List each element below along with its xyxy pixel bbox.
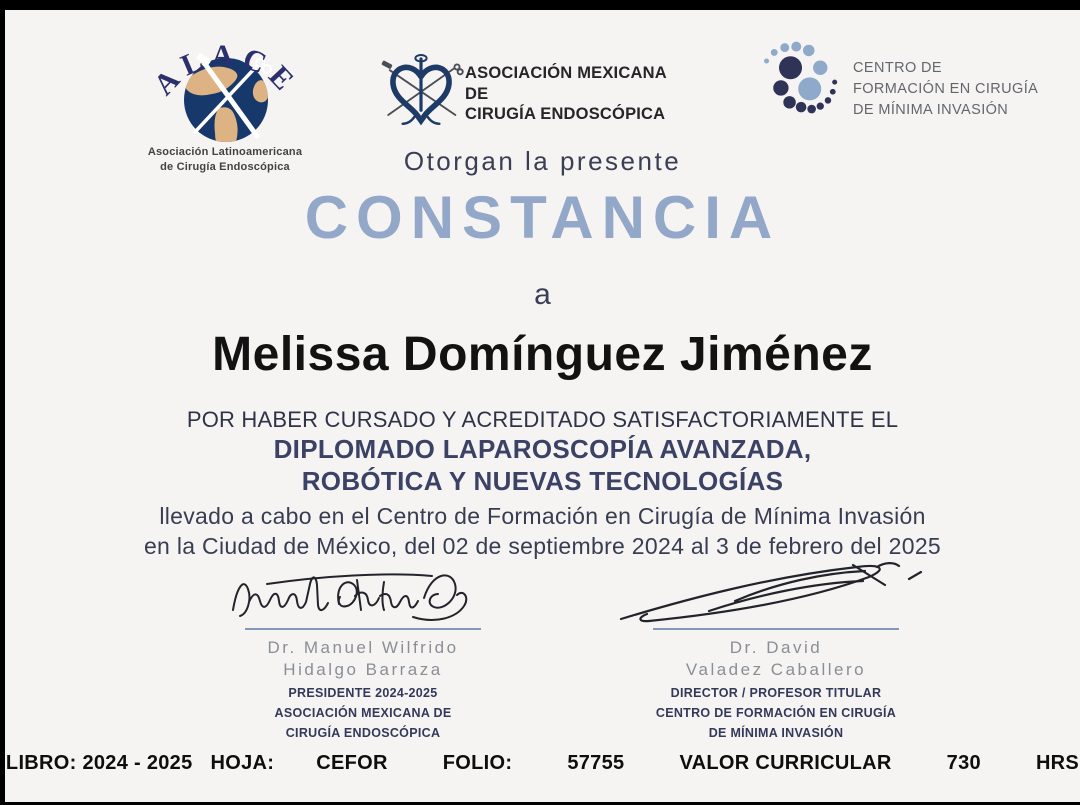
preposition-a: a — [534, 278, 551, 311]
valor-curricular-unit: HRS — [1035, 752, 1080, 774]
cefor-name — [853, 58, 1043, 121]
alace-globe-logo — [143, 18, 308, 148]
course-title-line1: DIPLOMADO LAPAROSCOPÍA AVANZADA, — [273, 434, 812, 464]
amce-name — [465, 63, 685, 125]
hoja-value: CEFOR — [316, 752, 388, 774]
signature-left — [227, 558, 485, 630]
signatory-right-title — [631, 683, 921, 743]
signatory-right-name-line2: Valadez Caballero — [685, 660, 867, 680]
signatory-left-title-line2: ASOCIACIÓN MEXICANA DE — [274, 706, 452, 720]
signatory-left-title-line3: CIRUGÍA ENDOSCÓPICA — [285, 726, 441, 740]
signatory-right-title-line3: DE MÍNIMA INVASIÓN — [708, 726, 844, 740]
alace-caption-line1: Asociación Latinoamericana — [147, 146, 303, 158]
folio-row — [5, 752, 1080, 775]
signatory-right-name — [651, 637, 901, 682]
venue-dates-text — [5, 501, 1080, 562]
amce-name-line2: CIRUGÍA ENDOSCÓPICA — [465, 105, 666, 124]
signatory-left-name-line2: Hidalgo Barraza — [283, 660, 443, 680]
signatory-left-title-line1: PRESIDENTE 2024-2025 — [288, 686, 438, 700]
valor-curricular-value: 730 — [946, 752, 981, 774]
signature-right — [617, 555, 929, 627]
signatory-left-name-line1: Dr. Manuel Wilfrido — [267, 638, 459, 657]
venue-line2: en la Ciudad de México, del 02 de septiembre 2024 al 3 de febrero del 2025 — [143, 533, 942, 560]
certificate-title: CONSTANCIA — [304, 184, 781, 251]
signatory-left-title — [233, 683, 493, 743]
alace-arc-text: ALACE — [147, 39, 305, 102]
cefor-name-line3: DE MÍNIMA INVASIÓN — [853, 102, 1009, 119]
venue-line1: llevado a cabo en el Centro de Formación en Cirugía de Mínima Invasión — [159, 503, 926, 529]
amce-name-line1: ASOCIACIÓN MEXICANA DE — [465, 64, 667, 103]
alace-caption-line2: de Cirugía Endoscópica — [160, 160, 290, 173]
valor-curricular-label: VALOR CURRICULAR — [679, 752, 892, 774]
cefor-dots-logo — [755, 38, 851, 134]
libro-field: LIBRO: 2024 - 2025 — [5, 752, 193, 774]
signatory-right-title-line1: DIRECTOR / PROFESOR TITULAR — [670, 686, 882, 700]
reason-text: POR HABER CURSADO Y ACREDITADO SATISFACTORIAMENTE EL — [186, 407, 899, 432]
cefor-name-line1: CENTRO DE — [853, 60, 942, 76]
signature-line-right — [653, 628, 899, 630]
signature-line-left — [245, 628, 481, 630]
folio-value: 57755 — [567, 752, 625, 774]
folio-label: FOLIO: — [442, 752, 513, 774]
hoja-label: HOJA: — [210, 752, 275, 774]
certificate-card — [5, 10, 1080, 802]
course-title — [5, 434, 1080, 497]
course-title-line2: ROBÓTICA Y NUEVAS TECNOLOGÍAS — [301, 465, 784, 496]
signatory-right-title-line2: CENTRO DE FORMACIÓN EN CIRUGÍA — [655, 706, 897, 720]
amce-emblem-logo — [377, 50, 465, 132]
signatory-right-name-line1: Dr. David — [729, 638, 823, 657]
recipient-name: Melissa Domínguez Jiménez — [212, 328, 873, 381]
intro-text: Otorgan la presente — [403, 146, 682, 176]
cefor-name-line2: FORMACIÓN EN CIRUGÍA — [853, 81, 1039, 98]
signatory-left-name — [233, 637, 493, 682]
